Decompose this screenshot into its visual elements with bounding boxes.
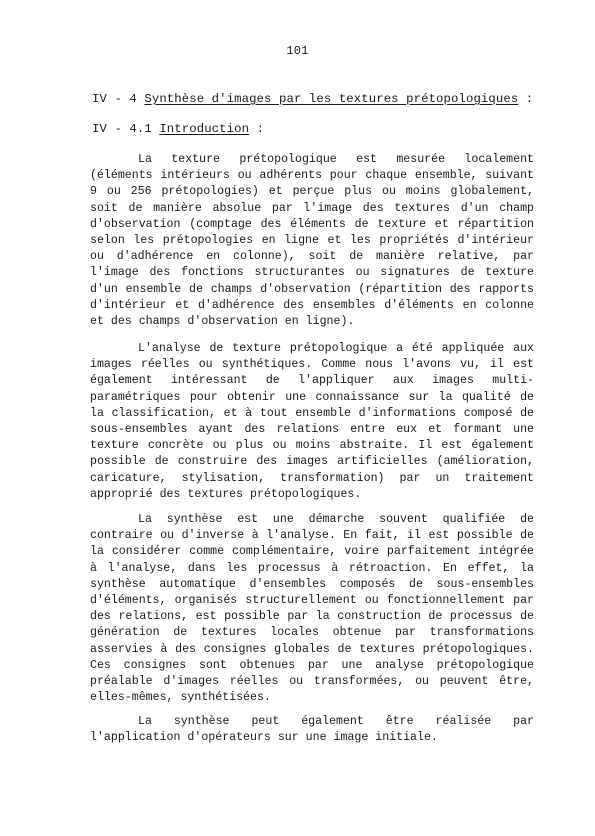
subsection-colon: :: [249, 122, 265, 136]
section-colon: :: [518, 92, 534, 106]
paragraph-2: [90, 341, 534, 503]
section-heading: [92, 92, 533, 106]
paragraph-1: [90, 152, 534, 330]
paragraph-2-text: L'analyse de texture prétopologique a été appliquée aux images réelles ou synthétiques. Comme nous l'avons vu, il est également intéressant de l'appliquer aux images multi-paramétriques pour obtenir une connaissance sur la qualité de la classification, et à tout ensemble d'informations composé de sous-ensembles ayant des relations entre eux et formant une texture concrète ou plus ou moins abstraite. Il est également possible de construire des images artificielles (amélioration, caricature, stylisation, transformation) par un traitement approprié des textures prétopologiques.: [90, 342, 534, 501]
subsection-heading: [92, 122, 264, 136]
paragraph-4-text: La synthèse peut également être réalisée par l'application d'opérateurs sur une image initiale.: [90, 715, 534, 745]
paragraph-3-text: La synthèse est une démarche souvent qualifiée de contraire ou d'inverse à l'analyse. En fait, il est possible de la considérer comme complémentaire, voire parfaitement intégrée à l'analyse, dans les processus à rétroaction. En effet, la synthèse automatique d'ensembles composés de sous-ensembles d'éléments, organisés structurellement ou fonctionnellement par des relations, est possible par la construction de processus de génération de textures locales obtenue par transformations asservies à des consignes globales de textures prétopologiques. Ces consignes sont obtenues par une analyse prétopologique préalable d'images réelles ou transformées, ou peuvent être, elles-mêmes, synthétisées.: [90, 513, 534, 705]
page-number: 101: [286, 44, 309, 58]
paragraph-3: [90, 512, 534, 706]
subsection-number: IV - 4.1: [92, 122, 160, 136]
subsection-title: Introduction: [159, 122, 250, 136]
section-number: IV - 4: [92, 92, 145, 106]
paragraph-1-text: La texture prétopologique est mesurée localement (éléments intérieurs ou adhérents pour chaque ensemble, suivant 9 ou 256 prétopologies) et perçue plus ou moins globalement, soit de manière absolue par l'image des textures d'un champ d'observation (comptage des éléments de texture et répartition selon les prétopologies en ligne et les propriétés d'intérieur ou d'adhérence en colonne), soit de manière relative, par l'image des fonctions structurantes ou signatures de texture d'un ensemble de champs d'observation (répartition des rapports d'intérieur et d'adhérence des ensembles d'éléments en colonne et des champs d'observation en ligne).: [90, 153, 534, 329]
paragraph-4: [90, 714, 534, 746]
section-title: Synthèse d'images par les textures prétopologiques: [144, 92, 519, 106]
